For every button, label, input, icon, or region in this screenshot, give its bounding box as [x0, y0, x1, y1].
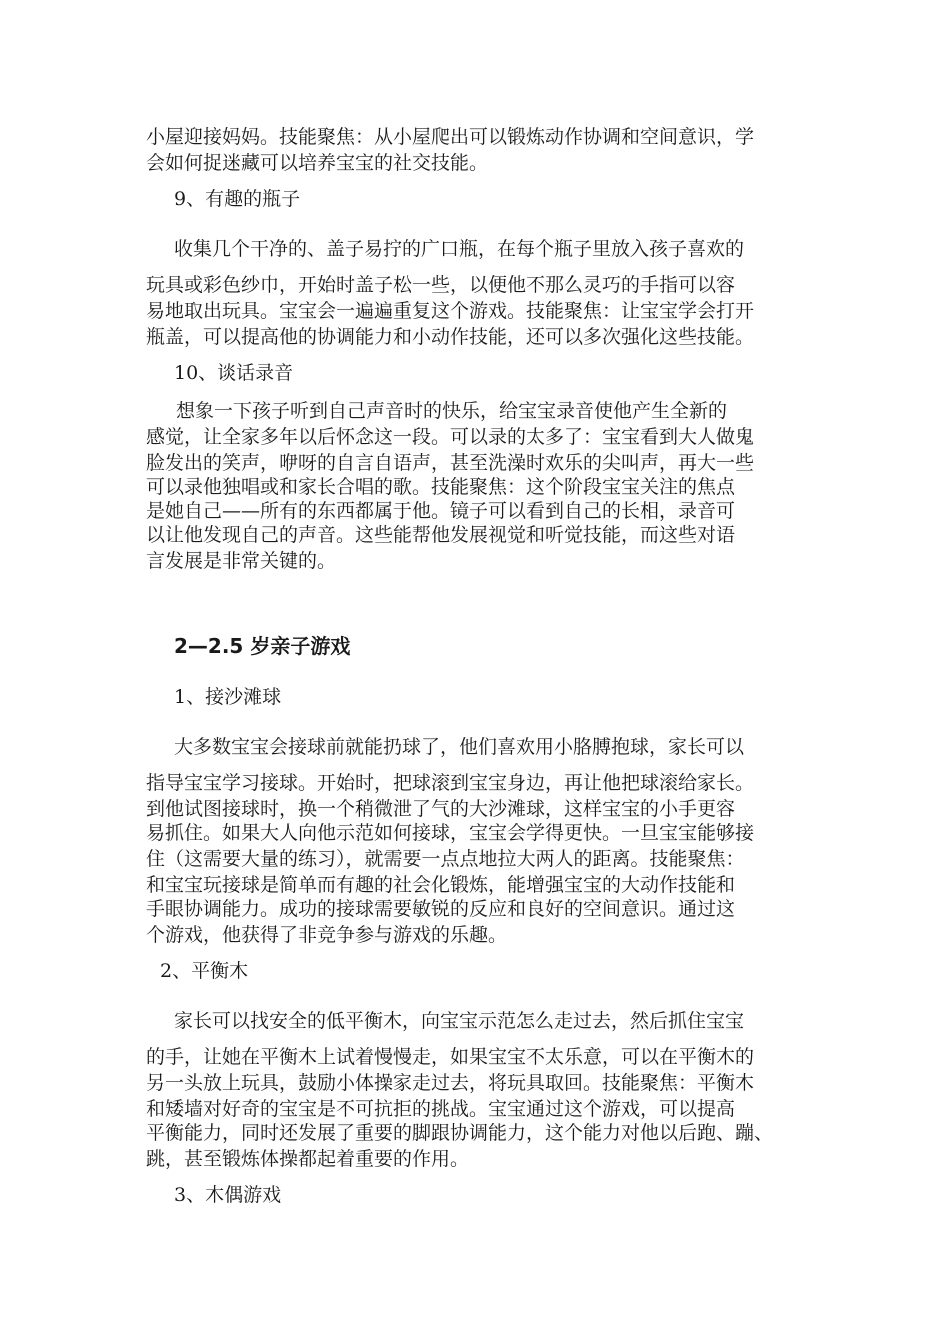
paragraph-line: 平衡能力，同时还发展了重要的脚跟协调能力，这个能力对他以后跑、蹦、 — [146, 1122, 774, 1144]
paragraph-line: 玩具或彩色纱巾，开始时盖子松一些，以便他不那么灵巧的手指可以容 — [146, 274, 736, 296]
paragraph-line: 以让他发现自己的声音。这些能帮他发展视觉和听觉技能，而这些对语 — [146, 524, 736, 546]
paragraph-line: 易地取出玩具。宝宝会一遍遍重复这个游戏。技能聚焦：让宝宝学会打开 — [146, 300, 755, 322]
paragraph-line: 和宝宝玩接球是简单而有趣的社会化锻炼，能增强宝宝的大动作技能和 — [146, 874, 736, 896]
paragraph-line: 想象一下孩子听到自己声音时的快乐，给宝宝录音使他产生全新的 — [170, 400, 728, 422]
paragraph-line: 的手，让她在平衡木上试着慢慢走，如果宝宝不太乐意，可以在平衡木的 — [146, 1046, 755, 1068]
paragraph-line: 家长可以找安全的低平衡木，向宝宝示范怎么走过去，然后抓住宝宝 — [174, 1010, 745, 1032]
section-title-2: 2、平衡木 — [160, 960, 249, 982]
paragraph-line: 是她自己——所有的东西都属于他。镜子可以看到自己的长相，录音可 — [146, 500, 736, 522]
paragraph-line: 会如何捉迷藏可以培养宝宝的社交技能。 — [146, 152, 489, 174]
paragraph-line: 另一头放上玩具，鼓励小体操家走过去，将玩具取回。技能聚焦：平衡木 — [146, 1072, 755, 1094]
section-title-1: 1、接沙滩球 — [174, 686, 282, 708]
paragraph-line: 感觉，让全家多年以后怀念这一段。可以录的太多了：宝宝看到大人做鬼 — [146, 426, 755, 448]
paragraph-line: 个游戏，他获得了非竞争参与游戏的乐趣。 — [146, 924, 508, 946]
paragraph-line: 言发展是非常关键的。 — [146, 550, 337, 572]
heading-text: 岁亲子游戏 — [243, 634, 351, 658]
paragraph-line: 指导宝宝学习接球。开始时，把球滚到宝宝身边，再让他把球滚给家长。 — [146, 772, 755, 794]
paragraph-line: 脸发出的笑声，咿呀的自言自语声，甚至洗澡时欢乐的尖叫声，再大一些 — [146, 452, 755, 474]
paragraph-line: 收集几个干净的、盖子易拧的广口瓶，在每个瓶子里放入孩子喜欢的 — [174, 238, 745, 260]
section-title-10: 10、谈话录音 — [174, 362, 294, 384]
heading-age-range: 2—2.5 — [174, 634, 244, 658]
paragraph-line: 瓶盖，可以提高他的协调能力和小动作技能，还可以多次强化这些技能。 — [146, 326, 755, 348]
section-title-3: 3、木偶游戏 — [174, 1184, 282, 1206]
paragraph-line: 手眼协调能力。成功的接球需要敏锐的反应和良好的空间意识。通过这 — [146, 898, 736, 920]
paragraph-line: 跳，甚至锻炼体操都起着重要的作用。 — [146, 1148, 470, 1170]
paragraph-line: 住（这需要大量的练习），就需要一点点地拉大两人的距离。技能聚焦： — [146, 848, 745, 870]
paragraph-line: 和矮墙对好奇的宝宝是不可抗拒的挑战。宝宝通过这个游戏，可以提高 — [146, 1098, 736, 1120]
section-heading — [174, 632, 350, 660]
section-title-9: 9、有趣的瓶子 — [174, 188, 301, 210]
paragraph-line: 易抓住。如果大人向他示范如何接球，宝宝会学得更快。一旦宝宝能够接 — [146, 822, 755, 844]
paragraph-line: 小屋迎接妈妈。技能聚焦：从小屋爬出可以锻炼动作协调和空间意识，学 — [146, 126, 755, 148]
paragraph-line: 到他试图接球时，换一个稍微泄了气的大沙滩球，这样宝宝的小手更容 — [146, 798, 736, 820]
paragraph-line: 可以录他独唱或和家长合唱的歌。技能聚焦：这个阶段宝宝关注的焦点 — [146, 476, 736, 498]
paragraph-line: 大多数宝宝会接球前就能扔球了，他们喜欢用小胳膊抱球，家长可以 — [174, 736, 745, 758]
